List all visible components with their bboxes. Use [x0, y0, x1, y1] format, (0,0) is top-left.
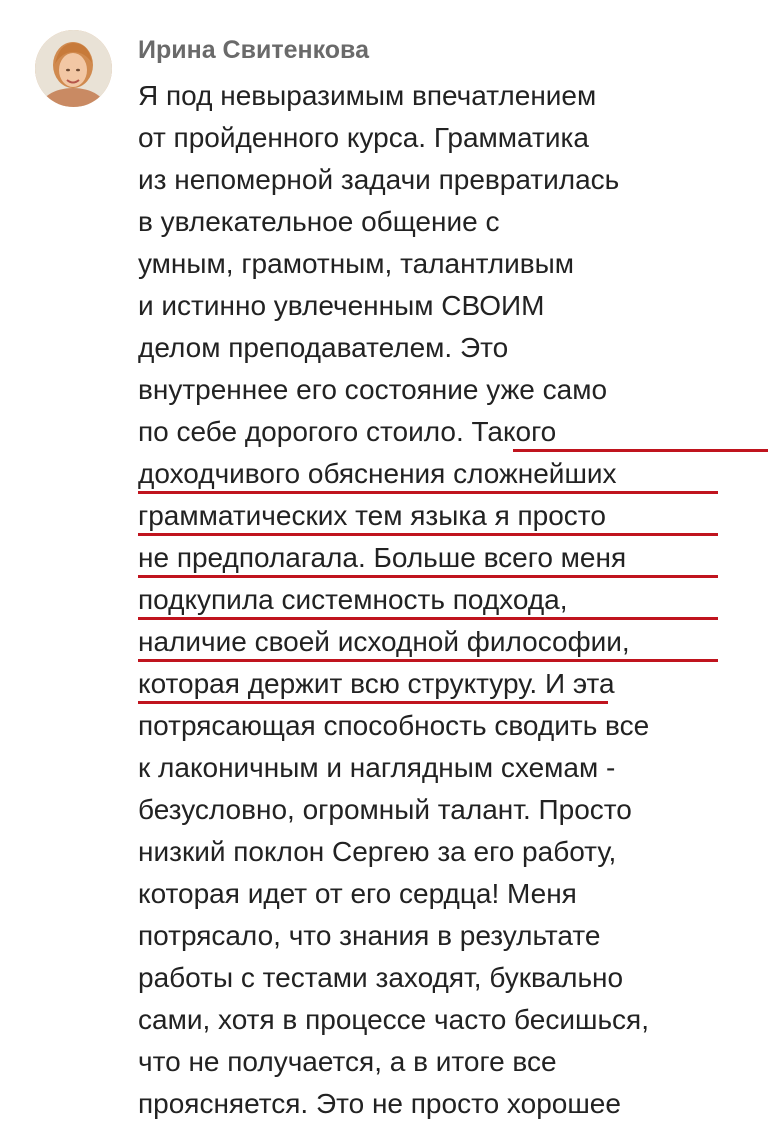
comment-line: [138, 579, 768, 621]
comment-line: [138, 621, 768, 663]
comment-line: умным, грамотным, талантливым: [138, 248, 575, 279]
comment-line: [138, 537, 768, 579]
highlight-underline: [138, 617, 718, 620]
comment-line: доходчивого обяснения сложнейших: [138, 458, 617, 489]
comment-line: и истинно увлеченным СВОИМ: [138, 290, 545, 321]
author-name[interactable]: Ирина Свитенкова: [138, 36, 369, 64]
comment-line: от пройденного курса. Грамматика: [138, 122, 589, 153]
comment-line: в увлекательное общение с: [138, 206, 500, 237]
highlight-underline: [138, 533, 718, 536]
highlight-underline: [138, 575, 718, 578]
comment-line: наличие своей исходной философии,: [138, 626, 630, 657]
comment-line: низкий поклон Сергею за его работу,: [138, 836, 617, 867]
comment-line: [138, 411, 768, 453]
comment-line: что не получается, а в итоге все: [138, 1046, 557, 1077]
comment-line: потрясающая способность сводить все: [138, 710, 650, 741]
comment-line: которая идет от его сердца! Меня: [138, 878, 577, 909]
comment-line: [138, 663, 768, 705]
comment-line: [138, 453, 768, 495]
comment-line: подкупила системность подхода,: [138, 584, 568, 615]
comment-line: сами, хотя в процессе часто бесишься,: [138, 1004, 649, 1035]
comment-line: проясняется. Это не просто хорошее: [138, 1088, 621, 1119]
comment-line: работы с тестами заходят, буквально: [138, 962, 624, 993]
comment-line: к лаконичным и наглядным схемам -: [138, 752, 616, 783]
avatar[interactable]: [35, 30, 112, 107]
comment-line: потрясало, что знания в результате: [138, 920, 601, 951]
comment-line: по себе дорогого стоило. Такого: [138, 416, 557, 447]
comment-line: делом преподавателем. Это: [138, 332, 509, 363]
comment-line: не предполагала. Больше всего меня: [138, 542, 627, 573]
highlight-underline: [138, 659, 718, 662]
highlight-underline: [138, 491, 718, 494]
comment-line: из непомерной задачи превратилась: [138, 164, 620, 195]
highlight-underline: [138, 701, 608, 704]
comment-line: грамматических тем языка я просто: [138, 500, 606, 531]
comment-line: [138, 495, 768, 537]
comment-line: Я под невыразимым впечатлением: [138, 80, 597, 111]
comment-line: безусловно, огромный талант. Просто: [138, 794, 632, 825]
highlight-underline: [513, 449, 768, 452]
comment-line: которая держит всю структуру. И эта: [138, 668, 615, 699]
comment-body: [138, 75, 768, 1125]
user-avatar-icon: [35, 30, 112, 107]
comment-line: внутреннее его состояние уже само: [138, 374, 608, 405]
